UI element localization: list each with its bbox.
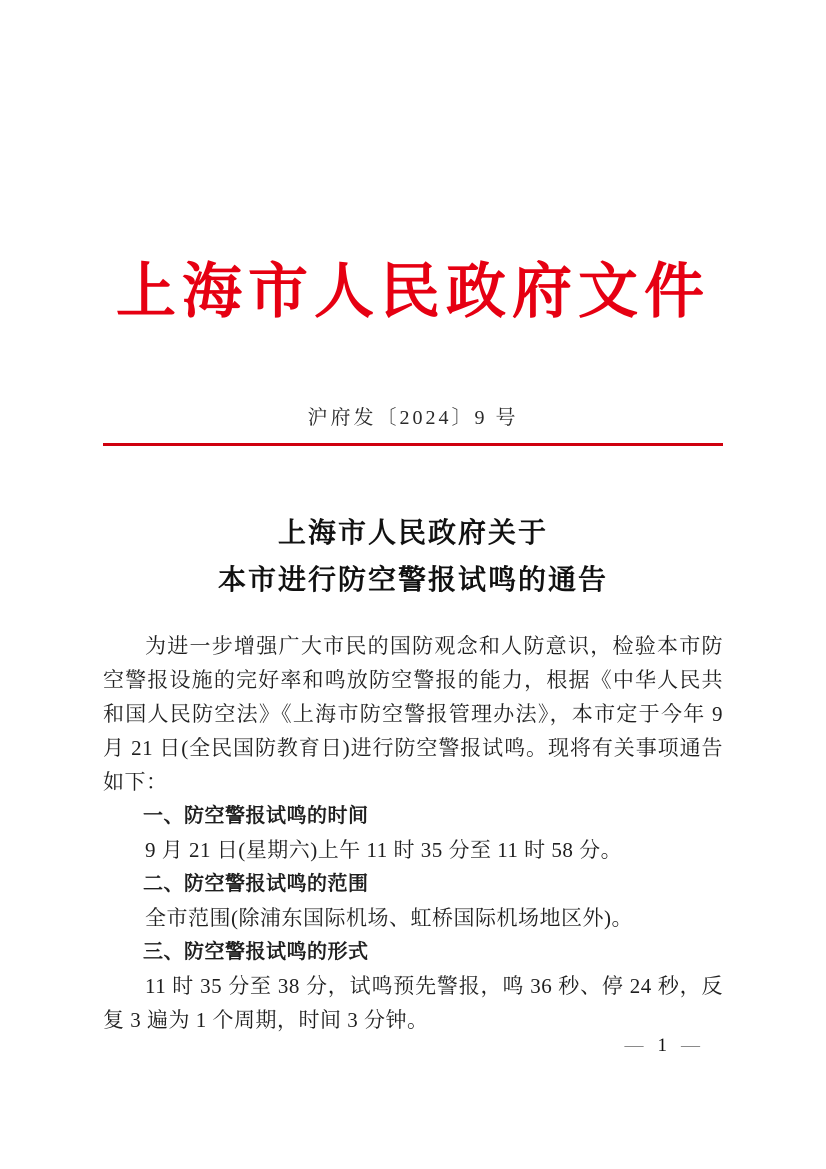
section-1-heading: 一、防空警报试鸣的时间 (143, 805, 369, 827)
section-3-heading: 三、防空警报试鸣的形式 (143, 941, 369, 963)
section-2-heading: 二、防空警报试鸣的范围 (143, 873, 369, 895)
document-body (103, 629, 723, 1037)
page-number: 1 (657, 1035, 667, 1056)
page-footer (625, 1035, 701, 1057)
section-1-body: 9 月 21 日(星期六)上午 11 时 35 分至 11 时 58 分。 (145, 838, 623, 862)
section-2-body: 全市范围(除浦东国际机场、虹桥国际机场地区外)。 (145, 906, 633, 930)
footer-right-dash: — (681, 1035, 700, 1056)
footer-left-dash: — (624, 1035, 644, 1056)
document-number: 沪府发〔2024〕9 号 (307, 407, 519, 429)
separator-rule (103, 443, 723, 446)
letterhead: 上海市人民政府文件 (116, 259, 710, 325)
section-3-body: 11 时 35 分至 38 分，试鸣预先警报，鸣 36 秒、停 24 秒，反复 3 遍为 1 个周期，时间 3 分钟。 (103, 974, 723, 1032)
intro-paragraph: 为进一步增强广大市民的国防观念和人防意识，检验本市防空警报设施的完好率和鸣放防空警报的能力，根据《中华人民共和国人民防空法》《上海市防空警报管理办法》，本市定于今年 9 月 21 日(全民国防教育日)进行防空警报试鸣。现将有关事项通告如下： (103, 634, 723, 794)
document-title (103, 510, 723, 604)
title-line-1: 上海市人民政府关于 (277, 518, 548, 549)
title-line-2: 本市进行防空警报试鸣的通告 (217, 565, 608, 596)
